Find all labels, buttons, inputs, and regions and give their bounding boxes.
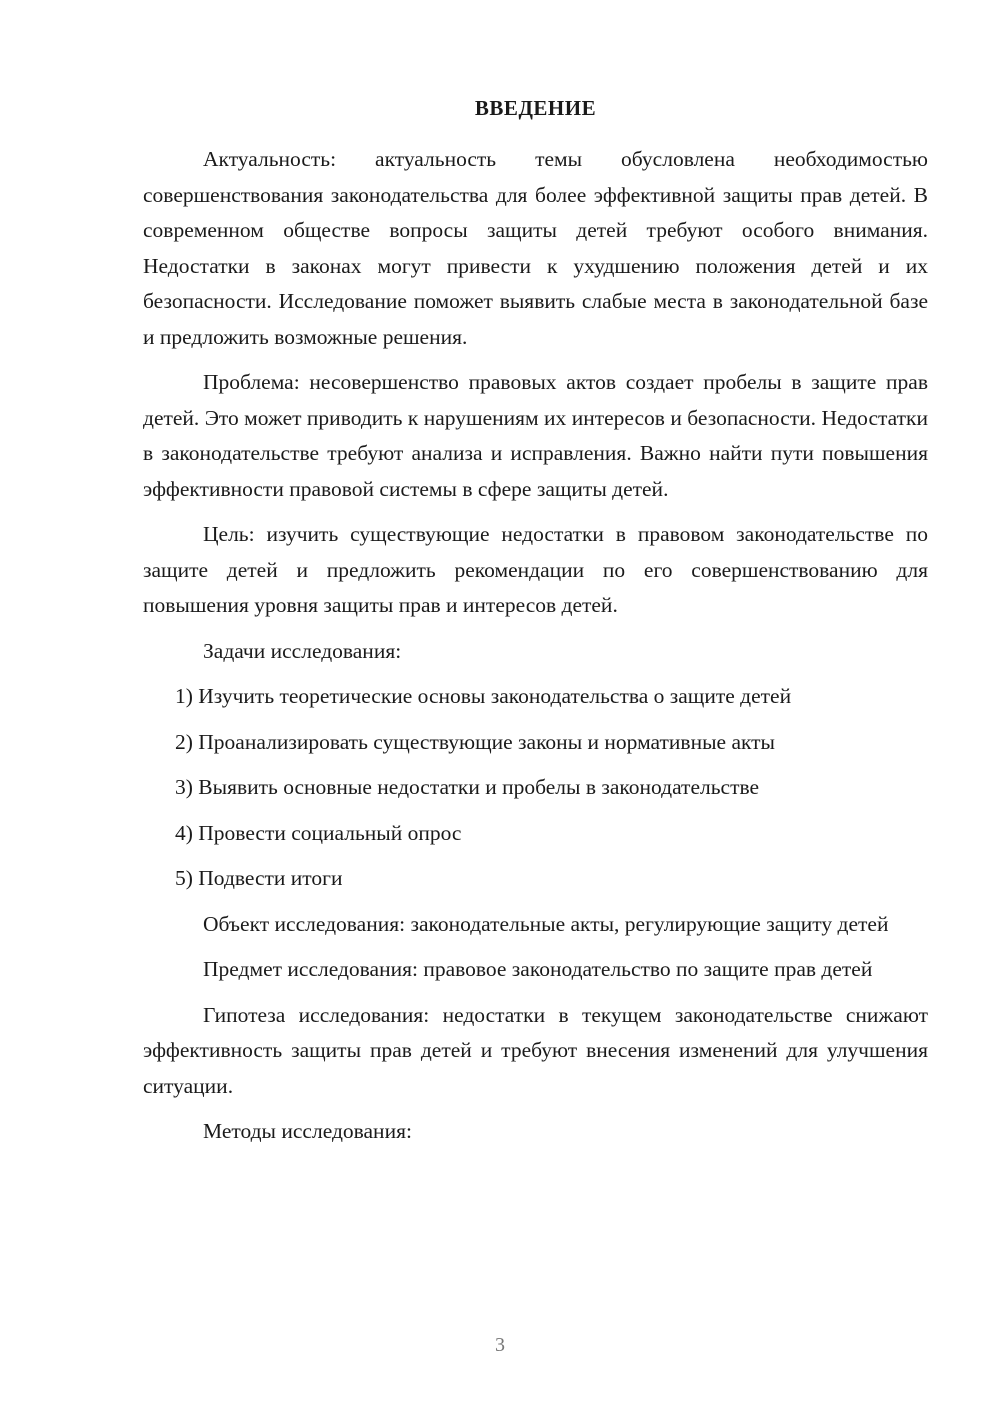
- list-item: 4) Провести социальный опрос: [175, 820, 462, 845]
- document-page: [143, 92, 928, 1160]
- paragraph-goal: Цель: изучить существующие недостатки в правовом законодательстве по защите детей и предложить рекомендации по его совершенствованию для повышения уровня защиты прав и интересов детей.: [143, 522, 928, 617]
- list-item: 3) Выявить основные недостатки и пробелы в законодательстве: [175, 775, 760, 799]
- page-number: 3: [495, 1334, 505, 1356]
- page-title: ВВЕДЕНИЕ: [474, 96, 597, 120]
- paragraph-relevance: Актуальность: актуальность темы обусловлена необходимостью совершенствования законодательства для более эффективной защиты прав детей. В современном обществе вопросы защиты детей требуют особого внимания. Недостатки в законах могут привести к ухудшению положения детей и их безопасности. Исследование поможет выявить слабые места в законодательной базе и предложить возможные решения.: [143, 147, 928, 349]
- paragraph-methods-heading: Методы исследования:: [203, 1119, 412, 1143]
- list-item: 2) Проанализировать существующие законы и нормативные акты: [175, 729, 775, 754]
- paragraph-subject: Предмет исследования: правовое законодательство по защите прав детей: [203, 957, 873, 981]
- tasks-list: [143, 679, 928, 897]
- list-item: 1) Изучить теоретические основы законодательства о защите детей: [175, 684, 792, 708]
- list-item: 5) Подвести итоги: [175, 866, 343, 890]
- paragraph-object: Объект исследования: законодательные акты, регулирующие защиту детей: [203, 911, 889, 936]
- paragraph-problem: Проблема: несовершенство правовых актов создает пробелы в защите прав детей. Это может приводить к нарушениям их интересов и безопасности. Недостатки в законодательстве требуют анализа и исправления. Важно найти пути повышения эффективности правовой системы в сфере защиты детей.: [143, 370, 928, 501]
- paragraph-tasks-heading: Задачи исследования:: [203, 638, 402, 663]
- paragraph-hypothesis: Гипотеза исследования: недостатки в текущем законодательстве снижают эффективность защиты прав детей и требуют внесения изменений для улучшения ситуации.: [143, 1002, 928, 1098]
